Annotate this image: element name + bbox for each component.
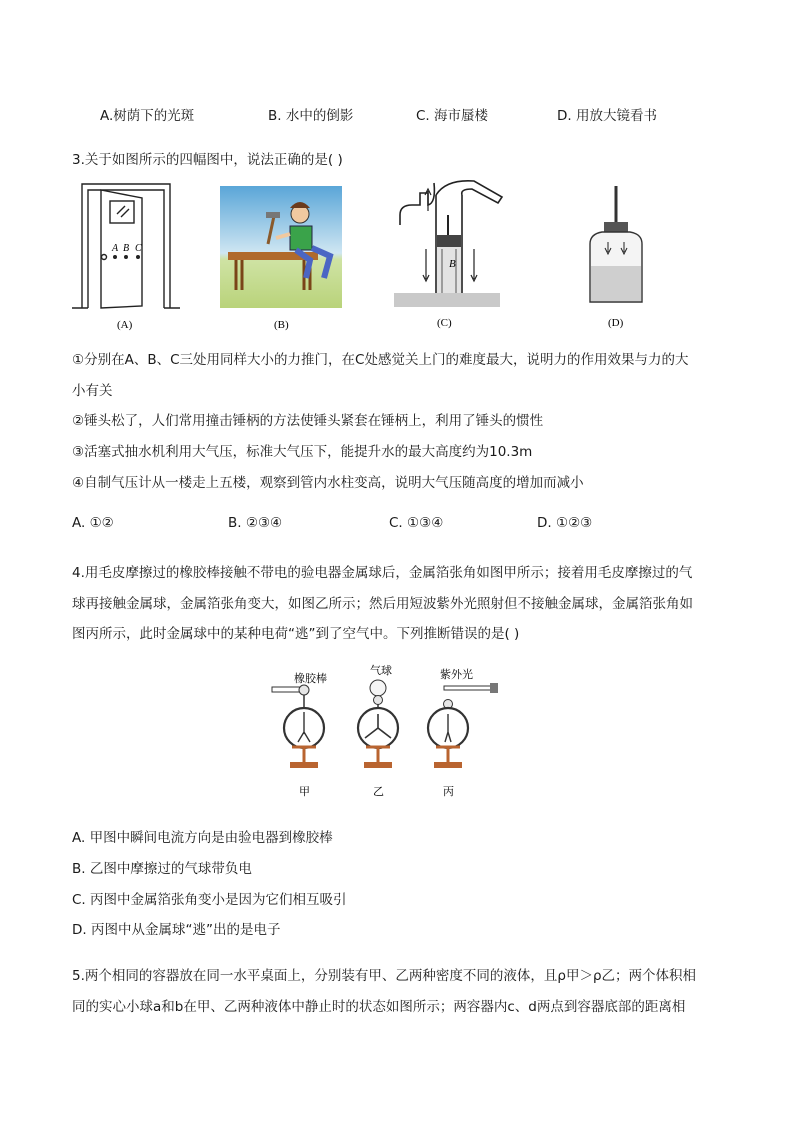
label-uv-light: 紫外光 bbox=[440, 668, 473, 681]
figure-piston-pump bbox=[390, 175, 508, 333]
caption-d: (D) bbox=[608, 317, 624, 329]
q3-option-a: A. ①② bbox=[72, 515, 114, 531]
q3-statement-1-cont: 小有关 bbox=[72, 383, 113, 399]
figure-barometer-bottle bbox=[582, 184, 656, 334]
door-label-a: A bbox=[112, 243, 119, 254]
q2-option-d: D. 用放大镜看书 bbox=[557, 108, 657, 124]
caption-b: (B) bbox=[274, 319, 289, 331]
pump-label-b: B bbox=[449, 258, 456, 270]
q2-option-c: C. 海市蜃楼 bbox=[416, 108, 489, 124]
caption-yi: 乙 bbox=[373, 785, 384, 798]
bottle-stopper-icon bbox=[604, 222, 628, 232]
q3-stem: 3.关于如图所示的四幅图中，说法正确的是( ) bbox=[72, 152, 343, 168]
figure-electroscopes bbox=[268, 660, 504, 804]
caption-a: (A) bbox=[117, 319, 133, 331]
piston-icon bbox=[437, 235, 461, 247]
door-point-a bbox=[113, 255, 117, 259]
q5-stem-line-2: 同的实心小球a和b在甲、乙两种液体中静止时的状态如图所示；两容器内c、d两点到容器底部的距离相 bbox=[72, 999, 686, 1015]
q3-statement-4: ④自制气压计从一楼走上五楼，观察到管内水柱变高，说明大气压随高度的增加而减小 bbox=[72, 475, 584, 491]
q3-option-c: C. ①③④ bbox=[389, 515, 444, 531]
label-rubber-rod: 橡胶棒 bbox=[294, 672, 327, 685]
figure-door bbox=[70, 178, 182, 333]
caption-bing: 丙 bbox=[443, 785, 454, 798]
uv-lamp-icon bbox=[444, 686, 492, 690]
q3-option-b: B. ②③④ bbox=[228, 515, 283, 531]
q4-option-d: D. 丙图中从金属球“逃”出的是电子 bbox=[72, 922, 281, 938]
label-balloon: 气球 bbox=[370, 664, 392, 677]
q5-stem-line-1: 5.两个相同的容器放在同一水平桌面上，分别装有甲、乙两种密度不同的液体，且ρ甲＞ρ乙；两个体积相 bbox=[72, 968, 697, 984]
q4-option-b: B. 乙图中摩擦过的气球带负电 bbox=[72, 861, 252, 877]
q3-statement-3: ③活塞式抽水机利用大气压，标准大气压下，能提升水的最大高度约为10.3m bbox=[72, 444, 533, 460]
door-label-b: B bbox=[123, 243, 130, 254]
q3-statement-2: ②锤头松了，人们常用撞击锤柄的方法使锤头紧套在锤柄上，利用了锤头的惯性 bbox=[72, 413, 544, 429]
door-point-c bbox=[136, 255, 140, 259]
q4-option-c: C. 丙图中金属箔张角变小是因为它们相互吸引 bbox=[72, 892, 347, 908]
q4-option-a: A. 甲图中瞬间电流方向是由验电器到橡胶棒 bbox=[72, 830, 333, 846]
q3-option-d: D. ①②③ bbox=[537, 515, 593, 531]
door-point-b bbox=[124, 255, 128, 259]
caption-c: (C) bbox=[437, 317, 452, 329]
q4-stem-line-1: 4.用毛皮摩擦过的橡胶棒接触不带电的验电器金属球后，金属箔张角如图甲所示；接着用毛皮摩擦过的气 bbox=[72, 565, 693, 581]
q4-stem-line-2: 球再接触金属球，金属箔张角变大，如图乙所示；然后用短波紫外光照射但不接触金属球，金属箔张角如 bbox=[72, 596, 693, 612]
door-label-c: C bbox=[135, 243, 142, 254]
q2-option-b: B. 水中的倒影 bbox=[268, 108, 354, 124]
q4-stem-line-3: 图丙所示，此时金属球中的某种电荷“逃”到了空气中。下列推断错误的是( ) bbox=[72, 626, 520, 642]
q2-option-a: A.树荫下的光斑 bbox=[100, 108, 195, 124]
q3-statement-1: ①分别在A、B、C三处用同样大小的力推门，在C处感觉关上门的难度最大，说明力的作用效果与力的大 bbox=[72, 352, 689, 368]
balloon-icon bbox=[370, 680, 386, 696]
figure-hammer bbox=[220, 186, 352, 334]
caption-jia: 甲 bbox=[299, 785, 310, 798]
